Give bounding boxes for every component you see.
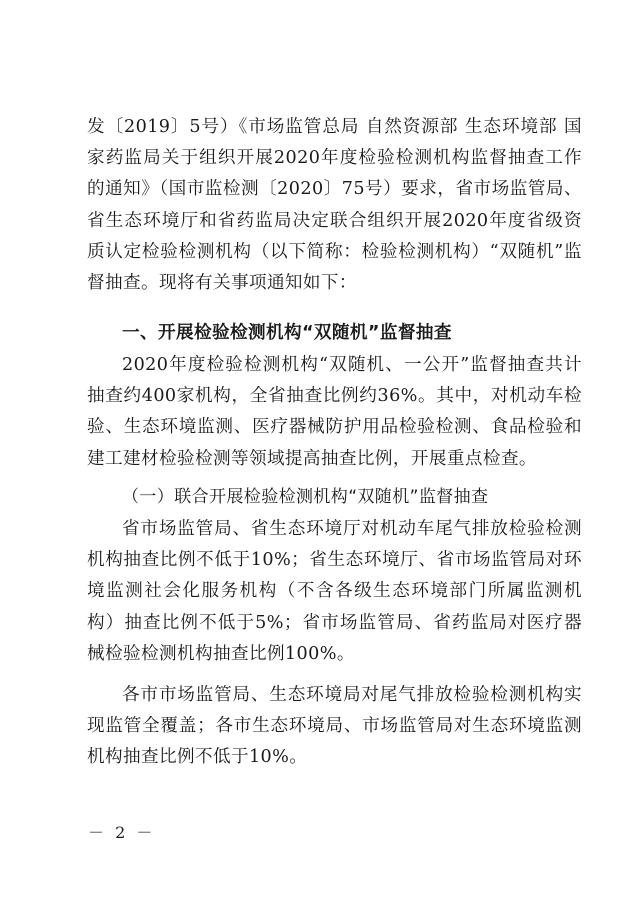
intro-paragraph: 发〔2019〕5号）《市场监管总局 自然资源部 生态环境部 国家药监局关于组织开展2020年度检验检测机构监督抽查工作的通知》（国市监检测〔2020〕75号）要求，省市场监管局、省生态环境厅和省药监局决定联合组织开展2020年度省级资质认定检验检测机构（以下简称：检验检测机构）“双随机”监督抽查。现将有关事项通知如下：	[87, 117, 582, 294]
subsection-1-paragraph-2: 各市市场监管局、生态环境局对尾气排放检验检测机构实现监管全覆盖；各市生态环境局、市场监管局对生态环境监测机构抽查比例不低于10%。	[87, 685, 582, 768]
section-heading-1: 一、开展检验检测机构“双随机”监督抽查	[122, 323, 452, 343]
page-number: － 2 －	[88, 823, 156, 842]
subsection-heading-1: （一）联合开展检验检测机构“双随机”监督抽查	[122, 487, 489, 507]
subsection-1-paragraph: 省市场监管局、省生态环境厅对机动车尾气排放检验检测机构抽查比例不低于10%；省生态环境厅、省市场监管局对环境监测社会化服务机构（不含各级生态环境部门所属监测机构）抽查比例不低于5%；省市场监管局、省药监局对医疗器械检验检测机构抽查比例100%。	[87, 519, 582, 664]
section-1-paragraph: 2020年度检验检测机构“双随机、一公开”监督抽查共计抽查约400家机构，全省抽查比例约36%。其中，对机动车检验、生态环境监测、医疗器械防护用品检验检测、食品检验和建工建材检验检测等领域提高抽查比例，开展重点检查。	[87, 355, 582, 469]
